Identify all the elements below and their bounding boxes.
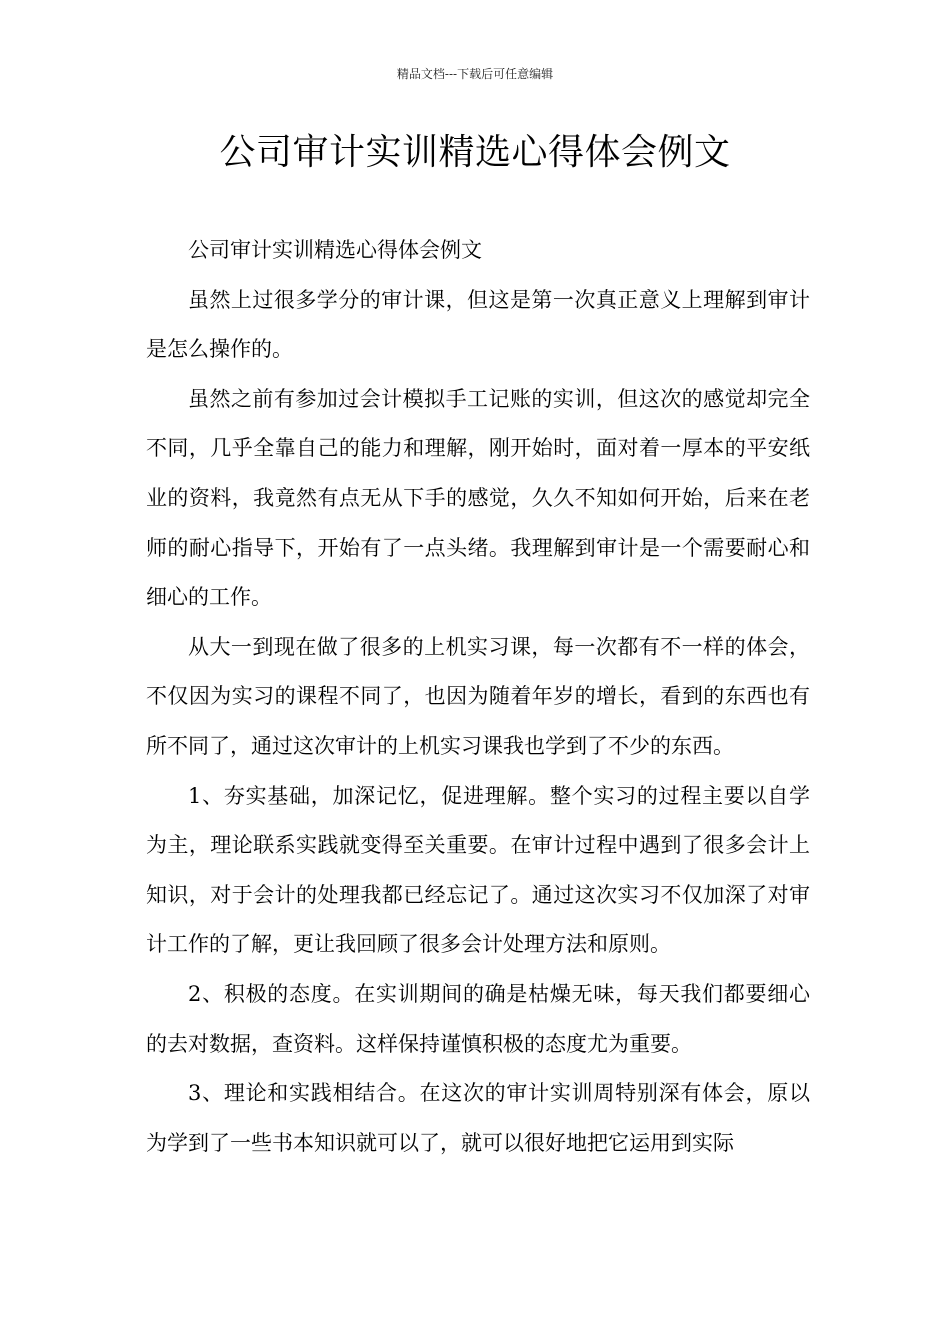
paragraph-point-2: 2、积极的态度。在实训期间的确是枯燥无味，每天我们都要细心的去对数据，查资料。这样保持谨慎积极的态度尤为重要。 — [146, 981, 810, 1056]
paragraph: 从大一到现在做了很多的上机实习课，每一次都有不一样的体会，不仅因为实习的课程不同了，也因为随着年岁的增长，看到的东西也有所不同了，通过这次审计的上机实习课我也学到了不少的东西。 — [146, 634, 810, 758]
document-title: 公司审计实训精选心得体会例文 — [219, 132, 731, 173]
page-header: 精品文档---下载后可任意编辑 — [396, 67, 554, 81]
paragraph-point-3: 3、理论和实践相结合。在这次的审计实训周特别深有体会，原以为学到了一些书本知识就可以了，就可以很好地把它运用到实际 — [146, 1081, 810, 1155]
paragraph-subtitle: 公司审计实训精选心得体会例文 — [188, 238, 482, 262]
document-body — [146, 226, 810, 1168]
paragraph: 虽然上过很多学分的审计课，但这是第一次真正意义上理解到审计是怎么操作的。 — [146, 287, 810, 362]
paragraph: 虽然之前有参加过会计模拟手工记账的实训，但这次的感觉却完全不同，几乎全靠自己的能力和理解，刚开始时，面对着一厚本的平安纸业的资料，我竟然有点无从下手的感觉，久久不知如何开始，后来在老师的耐心指导下，开始有了一点头绪。我理解到审计是一个需要耐心和细心的工作。 — [146, 386, 810, 610]
paragraph-point-1: 1、夯实基础，加深记忆，促进理解。整个实习的过程主要以自学为主，理论联系实践就变得至关重要。在审计过程中遇到了很多会计上知识，对于会计的处理我都已经忘记了。通过这次实习不仅加深了对审计工作的了解，更让我回顾了很多会计处理方法和原则。 — [146, 783, 810, 957]
